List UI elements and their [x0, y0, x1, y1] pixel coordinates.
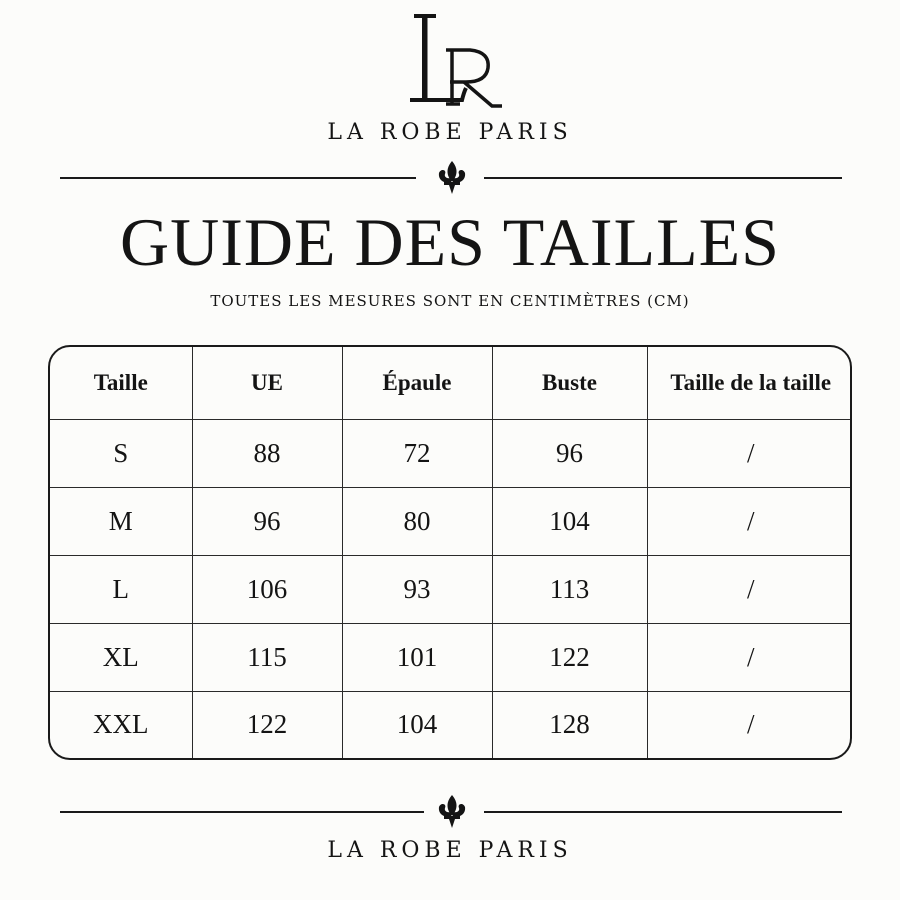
table-cell: 96: [492, 420, 647, 488]
page-subtitle: TOUTES LES MESURES SONT EN CENTIMÈTRES (CM): [210, 292, 690, 310]
size-table-container: [48, 345, 852, 760]
fleur-de-lis-icon: [432, 158, 472, 198]
column-header: Taille de la taille: [647, 347, 852, 420]
table-cell: 72: [342, 420, 492, 488]
table-cell: L: [50, 555, 192, 623]
table-cell: 128: [492, 691, 647, 758]
divider-left-top: [60, 177, 416, 179]
table-row: [50, 487, 852, 555]
table-cell: XL: [50, 623, 192, 691]
table-cell: 122: [192, 691, 342, 758]
table-header-row: [50, 347, 852, 420]
table-cell: /: [647, 487, 852, 555]
table-cell: 113: [492, 555, 647, 623]
table-cell: 88: [192, 420, 342, 488]
table-row: [50, 420, 852, 488]
table-row: [50, 691, 852, 758]
page-title: GUIDE DES TAILLES: [119, 204, 780, 280]
table-cell: XXL: [50, 691, 192, 758]
table-cell: 96: [192, 487, 342, 555]
fleur-de-lis-icon: [432, 792, 472, 832]
column-header: Buste: [492, 347, 647, 420]
lr-monogram-logo: [400, 12, 510, 112]
table-row: [50, 623, 852, 691]
table-cell: S: [50, 420, 192, 488]
table-cell: /: [647, 420, 852, 488]
table-cell: M: [50, 487, 192, 555]
divider-right-bottom: [484, 811, 842, 813]
size-table: [50, 347, 852, 758]
table-cell: 101: [342, 623, 492, 691]
table-cell: 106: [192, 555, 342, 623]
table-cell: 80: [342, 487, 492, 555]
table-row: [50, 555, 852, 623]
table-cell: 104: [492, 487, 647, 555]
table-cell: /: [746, 709, 755, 740]
table-cell: 122: [492, 623, 647, 691]
divider-right-top: [484, 177, 842, 179]
table-cell: /: [647, 555, 852, 623]
table-cell: /: [647, 623, 852, 691]
brand-name-bottom: LA ROBE PARIS: [327, 838, 573, 863]
table-cell: 93: [342, 555, 492, 623]
column-header: Taille: [50, 347, 192, 420]
brand-name-top: LA ROBE PARIS: [327, 120, 573, 145]
table-cell: 104: [342, 691, 492, 758]
column-header: UE: [192, 347, 342, 420]
column-header: Épaule: [342, 347, 492, 420]
divider-left-bottom: [60, 811, 424, 813]
table-cell: 115: [192, 623, 342, 691]
